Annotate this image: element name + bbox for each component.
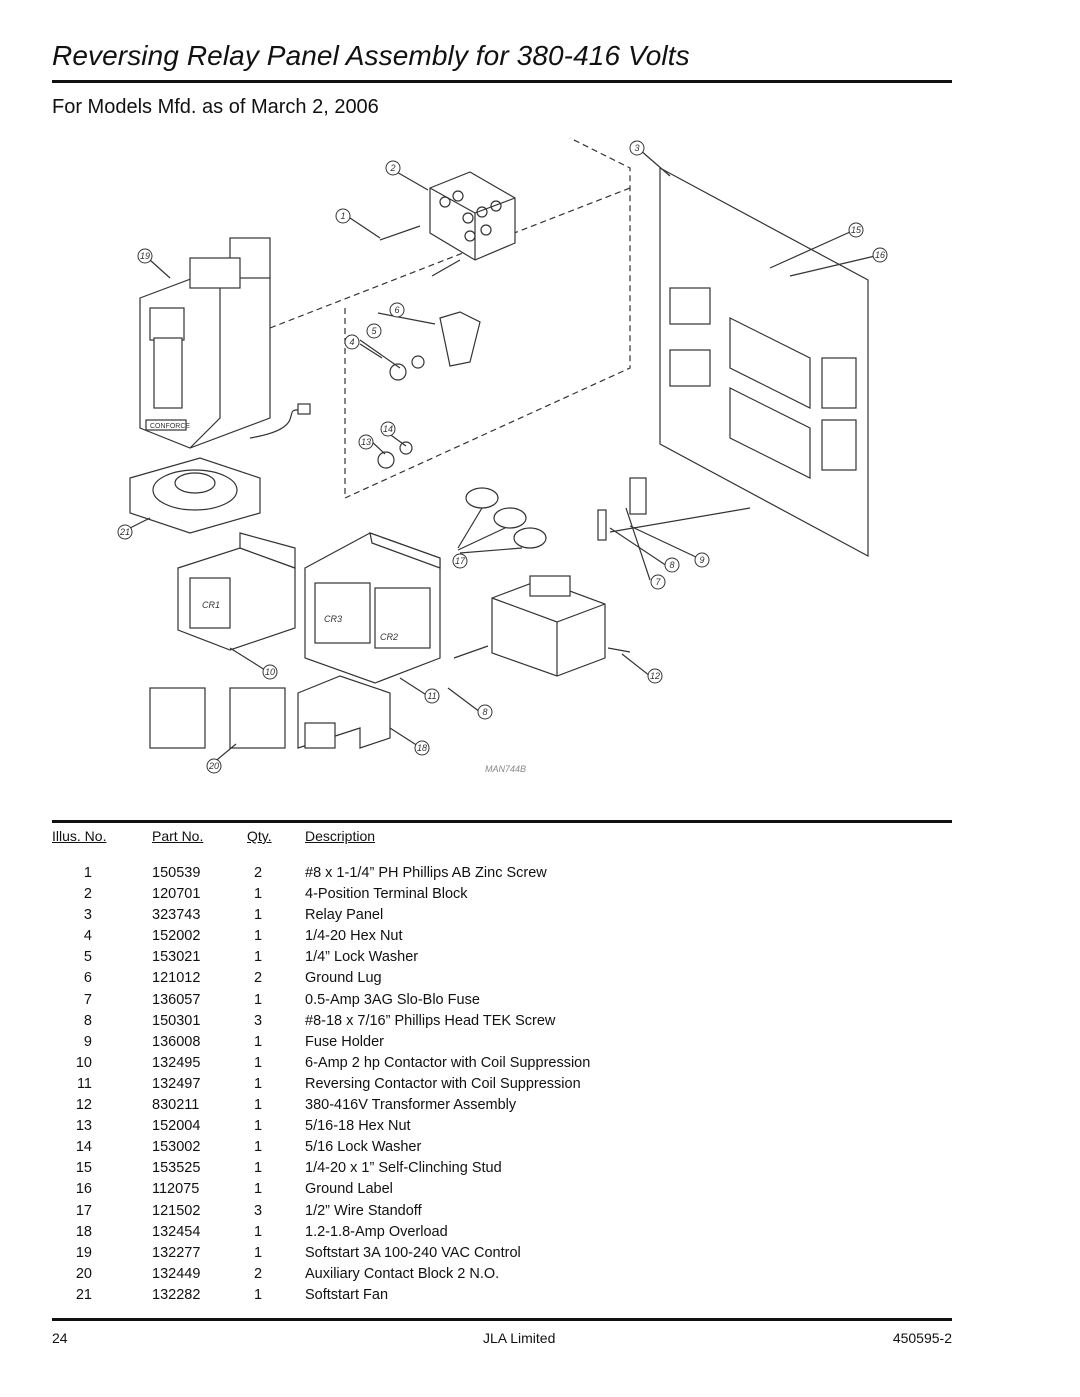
label-cr2: CR2	[380, 632, 399, 642]
qty-cell: 3	[253, 1202, 263, 1219]
description-cell: 0.5-Amp 3AG Slo-Blo Fuse	[305, 991, 480, 1008]
illus-no-cell: 3	[83, 907, 92, 924]
table-row	[52, 968, 952, 989]
description-cell: 1/4” Lock Washer	[305, 949, 419, 966]
header-part-no: Part No.	[152, 828, 204, 844]
svg-text:17: 17	[454, 556, 466, 566]
illus-no-cell: 6	[83, 970, 92, 987]
qty-cell: 1	[253, 1097, 263, 1114]
table-row	[52, 947, 952, 968]
part-no-cell: 121012	[152, 970, 201, 987]
description-cell: Ground Label	[305, 1181, 393, 1198]
part-no-cell: 132282	[152, 1286, 201, 1303]
description-cell: Reversing Contactor with Coil Suppression	[305, 1075, 581, 1092]
contactor-cr3-cr2	[305, 533, 440, 683]
qty-cell: 1	[253, 1286, 263, 1303]
svg-text:11: 11	[427, 691, 437, 701]
panel-cutout	[822, 420, 856, 470]
table-row	[52, 1222, 952, 1243]
svg-text:19: 19	[139, 251, 151, 261]
illus-no-cell: 7	[83, 991, 92, 1008]
qty-cell: 1	[253, 1223, 263, 1240]
part-no-cell: 132454	[152, 1223, 201, 1240]
svg-text:13: 13	[360, 437, 372, 447]
svg-text:21: 21	[119, 527, 131, 537]
qty-cell: 1	[253, 1118, 263, 1135]
table-row	[52, 1243, 952, 1264]
svg-text:6: 6	[394, 305, 400, 315]
part-no-cell: 121502	[152, 1202, 201, 1219]
illus-no-cell: 12	[75, 1097, 92, 1114]
illus-no-cell: 1	[83, 865, 92, 881]
part-no-cell: 132495	[152, 1054, 201, 1071]
transformer-assembly	[492, 576, 630, 676]
ground-lug-hardware	[378, 312, 480, 468]
callout-17	[453, 554, 467, 568]
illus-no-cell: 20	[75, 1265, 92, 1282]
part-no-cell: 150301	[152, 1012, 201, 1029]
illus-no-cell: 5	[83, 949, 92, 966]
illus-no-cell: 4	[83, 928, 92, 945]
qty-cell: 1	[253, 1139, 263, 1156]
part-no-cell: 132497	[152, 1075, 201, 1092]
qty-cell: 1	[253, 949, 263, 966]
callout-10	[263, 665, 277, 679]
contactor-cr1	[178, 533, 295, 650]
illus-no-cell: 15	[75, 1160, 92, 1177]
aux-contact-block	[150, 688, 205, 748]
illus-no-cell: 13	[75, 1118, 92, 1135]
qty-cell: 1	[253, 1033, 263, 1050]
callout-14	[381, 422, 395, 436]
svg-text:16: 16	[874, 250, 886, 260]
callout-20	[207, 759, 221, 773]
part-no-cell: 323743	[152, 907, 201, 924]
illus-no-cell: 9	[83, 1033, 92, 1050]
part-no-cell: 132449	[152, 1265, 201, 1282]
parts-table	[52, 863, 952, 1306]
overload-relay	[298, 676, 390, 748]
qty-cell: 1	[253, 1181, 263, 1198]
header-illus-no: Illus. No.	[52, 828, 107, 844]
qty-cell: 1	[253, 907, 263, 924]
table-row	[52, 1137, 952, 1158]
table-row	[52, 1032, 952, 1053]
callout-5	[367, 324, 381, 338]
table-row	[52, 990, 952, 1011]
svg-text:10: 10	[264, 667, 276, 677]
qty-cell: 2	[253, 865, 263, 881]
description-cell: 1.2-1.8-Amp Overload	[305, 1223, 448, 1240]
description-cell: 6-Amp 2 hp Contactor with Coil Suppression	[305, 1054, 591, 1071]
svg-text:4: 4	[349, 337, 355, 347]
illus-no-cell: 10	[75, 1054, 92, 1071]
table-row	[52, 1095, 952, 1116]
callout-7	[651, 575, 665, 589]
softstart-control	[140, 238, 270, 448]
qty-cell: 2	[253, 1265, 263, 1282]
footer-doc-number: 450595-2	[892, 1330, 952, 1346]
table-rule	[52, 820, 952, 823]
description-cell: #8 x 1-1/4” PH Phillips AB Zinc Screw	[305, 865, 547, 881]
callout-8b	[478, 705, 492, 719]
part-no-cell: 136008	[152, 1033, 201, 1050]
svg-text:5: 5	[371, 326, 377, 336]
table-row	[52, 1011, 952, 1032]
part-no-cell: 112075	[152, 1181, 200, 1198]
description-cell: Softstart Fan	[305, 1286, 389, 1303]
part-no-cell: 152002	[152, 928, 201, 945]
svg-text:8: 8	[482, 707, 488, 717]
qty-cell: 1	[253, 1054, 263, 1071]
drawing-number: MAN744B	[485, 764, 527, 774]
callout-1	[336, 209, 350, 223]
illus-no-cell: 18	[75, 1223, 92, 1240]
table-row	[52, 1053, 952, 1074]
description-cell: 1/4-20 Hex Nut	[305, 928, 403, 945]
table-row	[52, 1285, 952, 1306]
description-cell: 1/2” Wire Standoff	[305, 1202, 422, 1219]
svg-text:7: 7	[655, 577, 661, 587]
qty-cell: 1	[253, 991, 263, 1008]
title-rule	[52, 80, 952, 83]
footer-company: JLA Limited	[483, 1330, 556, 1346]
svg-text:14: 14	[382, 424, 394, 434]
table-row	[52, 905, 952, 926]
illus-no-cell: 21	[75, 1286, 92, 1303]
qty-cell: 1	[253, 1075, 263, 1092]
callout-11	[425, 689, 439, 703]
callout-13	[359, 435, 373, 449]
part-no-cell: 120701	[152, 886, 201, 903]
svg-text:18: 18	[416, 743, 428, 753]
description-cell: Softstart 3A 100-240 VAC Control	[305, 1244, 521, 1261]
page-number: 24	[52, 1330, 68, 1346]
panel-cutout	[670, 350, 710, 386]
callout-6	[390, 303, 404, 317]
label-cr1: CR1	[202, 600, 221, 610]
svg-text:12: 12	[649, 671, 661, 681]
illus-no-cell: 11	[76, 1075, 92, 1092]
table-row	[52, 884, 952, 905]
callout-19	[138, 249, 152, 263]
callout-15	[849, 223, 863, 237]
table-row	[52, 863, 952, 884]
part-no-cell: 136057	[152, 991, 201, 1008]
svg-text:2: 2	[390, 163, 396, 173]
fuse-holder	[598, 478, 750, 540]
qty-cell: 1	[253, 1160, 263, 1177]
svg-text:1: 1	[340, 211, 346, 221]
description-cell: Ground Lug	[305, 970, 382, 987]
qty-cell: 3	[253, 1012, 263, 1029]
description-cell: Relay Panel	[305, 907, 384, 924]
qty-cell: 1	[253, 1244, 263, 1261]
qty-cell: 1	[253, 928, 263, 945]
callout-3	[630, 141, 644, 155]
table-row	[52, 1074, 952, 1095]
description-cell: #8-18 x 7/16” Phillips Head TEK Screw	[305, 1012, 556, 1029]
page-subtitle: For Models Mfd. as of March 2, 2006	[52, 96, 379, 118]
svg-text:20: 20	[208, 761, 220, 771]
aux-contact-block	[230, 688, 285, 748]
footer-rule	[52, 1318, 952, 1321]
description-cell: 1/4-20 x 1” Self-Clinching Stud	[305, 1160, 502, 1177]
qty-cell: 1	[253, 886, 263, 903]
description-cell: Auxiliary Contact Block 2 N.O.	[305, 1265, 500, 1282]
header-description: Description	[305, 828, 376, 844]
illus-no-cell: 8	[83, 1012, 92, 1029]
panel-cutout	[822, 358, 856, 408]
part-no-cell: 150539	[152, 865, 201, 881]
part-no-cell: 152004	[152, 1118, 201, 1135]
illus-no-cell: 16	[75, 1181, 92, 1198]
svg-text:3: 3	[634, 143, 640, 153]
svg-text:8: 8	[669, 560, 675, 570]
terminal-block	[430, 172, 515, 260]
illus-no-cell: 14	[75, 1139, 92, 1156]
illus-no-cell: 2	[83, 886, 92, 903]
callout-2	[386, 161, 400, 175]
callout-16	[873, 248, 887, 262]
part-no-cell: 830211	[152, 1097, 200, 1114]
qty-cell: 2	[253, 970, 263, 987]
illus-no-cell: 19	[75, 1244, 92, 1261]
label-cr3: CR3	[324, 614, 343, 624]
table-row	[52, 1264, 952, 1285]
callout-21	[118, 525, 132, 539]
table-row	[52, 926, 952, 947]
exploded-parts-diagram	[110, 128, 890, 788]
description-cell: 4-Position Terminal Block	[305, 886, 468, 903]
callout-9	[695, 553, 709, 567]
table-row	[52, 1158, 952, 1179]
header-qty: Qty.	[247, 828, 272, 844]
description-cell: 380-416V Transformer Assembly	[305, 1097, 517, 1114]
svg-text:9: 9	[699, 555, 705, 565]
description-cell: Fuse Holder	[305, 1033, 384, 1050]
illus-no-cell: 17	[75, 1202, 92, 1219]
page-title: Reversing Relay Panel Assembly for 380-416 Volts	[52, 40, 690, 71]
part-no-cell: 132277	[152, 1244, 201, 1261]
callout-12	[648, 669, 662, 683]
part-no-cell: 153002	[152, 1139, 201, 1156]
panel-cutout	[670, 288, 710, 324]
callout-18	[415, 741, 429, 755]
description-cell: 5/16-18 Hex Nut	[305, 1118, 411, 1135]
callout-4	[345, 335, 359, 349]
part-no-cell: 153021	[152, 949, 201, 966]
callout-8	[665, 558, 679, 572]
wire-standoffs	[458, 488, 546, 553]
description-cell: 5/16 Lock Washer	[305, 1139, 422, 1156]
svg-text:15: 15	[850, 225, 862, 235]
part-no-cell: 153525	[152, 1160, 201, 1177]
table-row	[52, 1179, 952, 1200]
table-row	[52, 1116, 952, 1137]
table-row	[52, 1201, 952, 1222]
svg-text:CONFORCE: CONFORCE	[150, 423, 191, 430]
